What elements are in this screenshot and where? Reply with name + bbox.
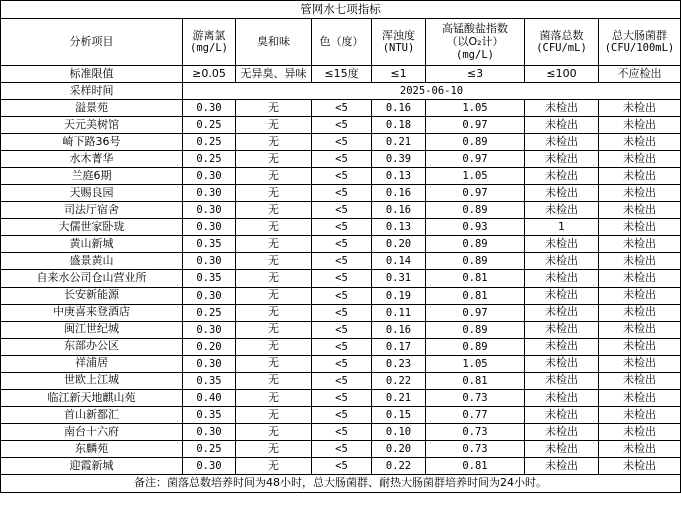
header-turbidity-unit: (NTU) (382, 42, 415, 55)
cell-turbidity: 0.20 (372, 236, 426, 253)
cell-turbidity: 0.18 (372, 117, 426, 134)
cell-odor: 无 (236, 151, 312, 168)
cell-color: <5 (312, 355, 372, 372)
cell-turbidity: 0.11 (372, 304, 426, 321)
cell-colony: 未检出 (525, 287, 599, 304)
cell-permanganate: 0.89 (426, 202, 525, 219)
cell-permanganate: 1.05 (426, 100, 525, 117)
cell-color: <5 (312, 406, 372, 423)
cell-colony: 未检出 (525, 236, 599, 253)
cell-odor: 无 (236, 338, 312, 355)
cell-colony: 未检出 (525, 389, 599, 406)
cell-odor: 无 (236, 304, 312, 321)
cell-colony: 未检出 (525, 100, 599, 117)
cell-site: 黄山新城 (1, 236, 183, 253)
header-permanganate (426, 19, 525, 66)
cell-colony: 未检出 (525, 253, 599, 270)
table-row (1, 440, 681, 457)
cell-site: 大儒世家卧珑 (1, 219, 183, 236)
standard-row (1, 66, 681, 83)
header-colony-name: 菌落总数 (539, 28, 584, 42)
standard-odor: 无异臭、异味 (236, 66, 312, 83)
cell-turbidity: 0.17 (372, 338, 426, 355)
cell-coliform: 未检出 (599, 304, 681, 321)
cell-chlorine: 0.40 (183, 389, 236, 406)
cell-site: 祥浦居 (1, 355, 183, 372)
cell-turbidity: 0.13 (372, 219, 426, 236)
cell-odor: 无 (236, 236, 312, 253)
standard-label: 标准限值 (1, 66, 183, 83)
cell-site: 闽江世纪城 (1, 321, 183, 338)
sampling-date: 2025-06-10 (183, 83, 681, 100)
cell-chlorine: 0.30 (183, 457, 236, 474)
cell-color: <5 (312, 151, 372, 168)
cell-color: <5 (312, 372, 372, 389)
cell-permanganate: 0.81 (426, 287, 525, 304)
cell-turbidity: 0.21 (372, 389, 426, 406)
cell-chlorine: 0.25 (183, 134, 236, 151)
cell-colony: 未检出 (525, 457, 599, 474)
cell-permanganate: 0.97 (426, 185, 525, 202)
cell-color: <5 (312, 321, 372, 338)
cell-color: <5 (312, 423, 372, 440)
cell-colony: 未检出 (525, 185, 599, 202)
table-row (1, 117, 681, 134)
header-colony (525, 19, 599, 66)
cell-permanganate: 0.81 (426, 372, 525, 389)
cell-color: <5 (312, 270, 372, 287)
cell-coliform: 未检出 (599, 253, 681, 270)
cell-permanganate: 0.93 (426, 219, 525, 236)
cell-colony: 未检出 (525, 423, 599, 440)
cell-color: <5 (312, 100, 372, 117)
cell-turbidity: 0.22 (372, 457, 426, 474)
table-row (1, 457, 681, 474)
cell-turbidity: 0.14 (372, 253, 426, 270)
cell-coliform: 未检出 (599, 270, 681, 287)
cell-color: <5 (312, 185, 372, 202)
cell-color: <5 (312, 287, 372, 304)
table-row (1, 321, 681, 338)
cell-colony: 未检出 (525, 406, 599, 423)
cell-color: <5 (312, 457, 372, 474)
cell-odor: 无 (236, 168, 312, 185)
cell-coliform: 未检出 (599, 440, 681, 457)
cell-chlorine: 0.35 (183, 270, 236, 287)
cell-color: <5 (312, 168, 372, 185)
cell-chlorine: 0.30 (183, 168, 236, 185)
cell-permanganate: 0.97 (426, 151, 525, 168)
cell-chlorine: 0.30 (183, 185, 236, 202)
cell-turbidity: 0.16 (372, 202, 426, 219)
cell-chlorine: 0.25 (183, 440, 236, 457)
cell-colony: 未检出 (525, 321, 599, 338)
cell-odor: 无 (236, 440, 312, 457)
cell-colony: 未检出 (525, 270, 599, 287)
cell-permanganate: 0.97 (426, 304, 525, 321)
cell-coliform: 未检出 (599, 151, 681, 168)
cell-chlorine: 0.30 (183, 100, 236, 117)
table-row (1, 202, 681, 219)
cell-coliform: 未检出 (599, 389, 681, 406)
cell-site: 世欧上江城 (1, 372, 183, 389)
table-row (1, 168, 681, 185)
cell-site: 天赐良园 (1, 185, 183, 202)
cell-colony: 未检出 (525, 202, 599, 219)
cell-color: <5 (312, 440, 372, 457)
cell-chlorine: 0.30 (183, 287, 236, 304)
cell-permanganate: 0.73 (426, 423, 525, 440)
sampling-row (1, 83, 681, 100)
cell-color: <5 (312, 338, 372, 355)
cell-site: 盛景黄山 (1, 253, 183, 270)
cell-site: 溢景苑 (1, 100, 183, 117)
table-row (1, 219, 681, 236)
header-colony-unit: (CFU/mL) (536, 42, 587, 55)
cell-chlorine: 0.25 (183, 304, 236, 321)
header-chlorine-unit: (mg/L) (190, 42, 228, 55)
header-chlorine-name: 游离氯 (192, 28, 226, 42)
standard-permanganate: ≤3 (426, 66, 525, 83)
cell-color: <5 (312, 202, 372, 219)
cell-odor: 无 (236, 100, 312, 117)
cell-chlorine: 0.30 (183, 219, 236, 236)
cell-permanganate: 1.05 (426, 168, 525, 185)
cell-odor: 无 (236, 253, 312, 270)
cell-coliform: 未检出 (599, 134, 681, 151)
cell-turbidity: 0.15 (372, 406, 426, 423)
cell-chlorine: 0.25 (183, 117, 236, 134)
cell-permanganate: 0.73 (426, 389, 525, 406)
cell-turbidity: 0.22 (372, 372, 426, 389)
cell-odor: 无 (236, 134, 312, 151)
cell-turbidity: 0.21 (372, 134, 426, 151)
cell-coliform: 未检出 (599, 457, 681, 474)
cell-permanganate: 0.97 (426, 117, 525, 134)
table-row (1, 372, 681, 389)
cell-colony: 未检出 (525, 355, 599, 372)
cell-chlorine: 0.30 (183, 253, 236, 270)
header-permanganate-unit: (mg/L) (456, 48, 494, 61)
cell-chlorine: 0.20 (183, 338, 236, 355)
cell-odor: 无 (236, 389, 312, 406)
cell-turbidity: 0.31 (372, 270, 426, 287)
cell-odor: 无 (236, 287, 312, 304)
cell-coliform: 未检出 (599, 236, 681, 253)
cell-permanganate: 1.05 (426, 355, 525, 372)
header-item: 分析项目 (1, 19, 183, 66)
cell-chlorine: 0.30 (183, 321, 236, 338)
cell-color: <5 (312, 253, 372, 270)
cell-permanganate: 0.89 (426, 134, 525, 151)
cell-colony: 未检出 (525, 117, 599, 134)
cell-coliform: 未检出 (599, 185, 681, 202)
cell-coliform: 未检出 (599, 168, 681, 185)
cell-chlorine: 0.35 (183, 406, 236, 423)
table-row (1, 423, 681, 440)
cell-odor: 无 (236, 406, 312, 423)
cell-odor: 无 (236, 423, 312, 440)
header-color: 色（度） (312, 19, 372, 66)
header-coliform-unit: (CFU/100mL) (604, 42, 675, 55)
cell-odor: 无 (236, 270, 312, 287)
cell-coliform: 未检出 (599, 423, 681, 440)
table-row (1, 270, 681, 287)
cell-permanganate: 0.89 (426, 338, 525, 355)
cell-chlorine: 0.35 (183, 236, 236, 253)
cell-colony: 1 (525, 219, 599, 236)
cell-site: 水木菁华 (1, 151, 183, 168)
cell-coliform: 未检出 (599, 406, 681, 423)
table-row (1, 389, 681, 406)
standard-chlorine: ≥0.05 (183, 66, 236, 83)
cell-permanganate: 0.81 (426, 457, 525, 474)
header-odor: 臭和味 (236, 19, 312, 66)
table-row (1, 253, 681, 270)
table-title: 管网水七项指标 (1, 1, 681, 19)
cell-color: <5 (312, 134, 372, 151)
cell-colony: 未检出 (525, 304, 599, 321)
table-row (1, 151, 681, 168)
cell-turbidity: 0.16 (372, 185, 426, 202)
cell-odor: 无 (236, 372, 312, 389)
cell-site: 司法厅宿舍 (1, 202, 183, 219)
cell-turbidity: 0.16 (372, 100, 426, 117)
cell-site: 东麟苑 (1, 440, 183, 457)
table-row (1, 406, 681, 423)
cell-turbidity: 0.39 (372, 151, 426, 168)
cell-colony: 未检出 (525, 372, 599, 389)
cell-color: <5 (312, 389, 372, 406)
cell-site: 兰庭6期 (1, 168, 183, 185)
header-row (1, 19, 681, 66)
cell-color: <5 (312, 219, 372, 236)
cell-permanganate: 0.89 (426, 321, 525, 338)
cell-odor: 无 (236, 117, 312, 134)
cell-site: 长安新能源 (1, 287, 183, 304)
cell-odor: 无 (236, 355, 312, 372)
cell-chlorine: 0.25 (183, 151, 236, 168)
cell-permanganate: 0.89 (426, 253, 525, 270)
standard-color: ≤15度 (312, 66, 372, 83)
cell-coliform: 未检出 (599, 355, 681, 372)
standard-coliform: 不应检出 (599, 66, 681, 83)
cell-coliform: 未检出 (599, 202, 681, 219)
cell-turbidity: 0.20 (372, 440, 426, 457)
cell-coliform: 未检出 (599, 100, 681, 117)
cell-coliform: 未检出 (599, 372, 681, 389)
cell-site: 中庚喜来登酒店 (1, 304, 183, 321)
cell-turbidity: 0.16 (372, 321, 426, 338)
cell-coliform: 未检出 (599, 287, 681, 304)
cell-colony: 未检出 (525, 440, 599, 457)
table-row (1, 338, 681, 355)
header-turbidity-name: 浑浊度 (382, 28, 415, 42)
cell-permanganate: 0.81 (426, 270, 525, 287)
cell-colony: 未检出 (525, 168, 599, 185)
cell-site: 首山新都汇 (1, 406, 183, 423)
cell-odor: 无 (236, 457, 312, 474)
table-row (1, 355, 681, 372)
cell-turbidity: 0.10 (372, 423, 426, 440)
table-note: 备注：菌落总数培养时间为48小时，总大肠菌群、耐热大肠菌群培养时间为24小时。 (1, 475, 681, 493)
cell-site: 天元美树馆 (1, 117, 183, 134)
cell-chlorine: 0.30 (183, 202, 236, 219)
table-row (1, 287, 681, 304)
cell-permanganate: 0.89 (426, 236, 525, 253)
cell-chlorine: 0.35 (183, 372, 236, 389)
note-row (1, 475, 681, 493)
cell-site: 自来水公司仓山营业所 (1, 270, 183, 287)
header-coliform (599, 19, 681, 66)
cell-odor: 无 (236, 219, 312, 236)
table-row (1, 134, 681, 151)
table-row (1, 236, 681, 253)
standard-turbidity: ≤1 (372, 66, 426, 83)
cell-odor: 无 (236, 202, 312, 219)
cell-chlorine: 0.30 (183, 355, 236, 372)
cell-colony: 未检出 (525, 338, 599, 355)
cell-chlorine: 0.30 (183, 423, 236, 440)
cell-coliform: 未检出 (599, 117, 681, 134)
standard-colony: ≤100 (525, 66, 599, 83)
cell-site: 崎下路36号 (1, 134, 183, 151)
title-row (1, 1, 681, 19)
cell-site: 迎霞新城 (1, 457, 183, 474)
cell-coliform: 未检出 (599, 338, 681, 355)
header-permanganate-name: 高锰酸盐指数 (442, 22, 508, 36)
cell-turbidity: 0.23 (372, 355, 426, 372)
cell-colony: 未检出 (525, 134, 599, 151)
header-chlorine (183, 19, 236, 66)
cell-color: <5 (312, 236, 372, 253)
cell-site: 南台十六府 (1, 423, 183, 440)
table-row (1, 304, 681, 321)
cell-permanganate: 0.77 (426, 406, 525, 423)
cell-coliform: 未检出 (599, 219, 681, 236)
header-permanganate-basis: （以O₂计） (446, 34, 504, 48)
sampling-label: 采样时间 (1, 83, 183, 100)
cell-coliform: 未检出 (599, 321, 681, 338)
cell-color: <5 (312, 304, 372, 321)
cell-color: <5 (312, 117, 372, 134)
table-row (1, 100, 681, 117)
cell-permanganate: 0.73 (426, 440, 525, 457)
cell-turbidity: 0.19 (372, 287, 426, 304)
header-coliform-name: 总大肠菌群 (612, 28, 667, 42)
header-turbidity (372, 19, 426, 66)
cell-turbidity: 0.13 (372, 168, 426, 185)
cell-colony: 未检出 (525, 151, 599, 168)
cell-site: 东部办公区 (1, 338, 183, 355)
table-row (1, 185, 681, 202)
cell-odor: 无 (236, 321, 312, 338)
cell-site: 临江新天地麒山苑 (1, 389, 183, 406)
cell-odor: 无 (236, 185, 312, 202)
